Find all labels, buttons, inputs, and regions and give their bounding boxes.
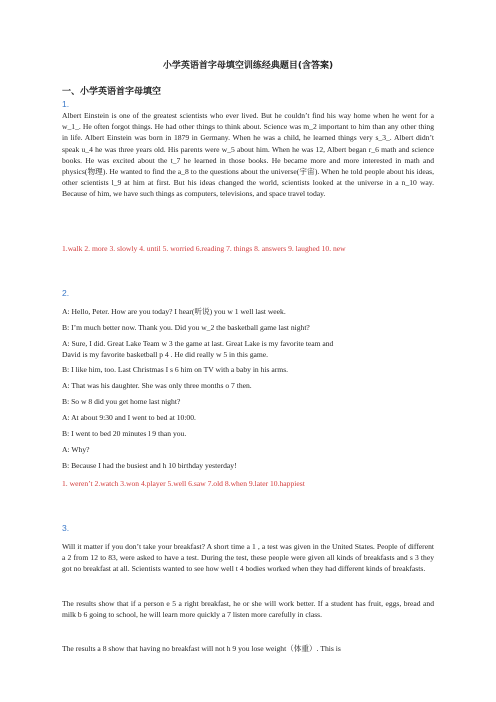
page-title: 小学英语首字母填空训练经典题目(含答案) <box>162 61 334 71</box>
question-1-answer: 1.walk 2. more 3. slowly 4. until 5. worried 6.reading 7. things 8. answers 9. laughed 10. new <box>62 244 346 253</box>
question-2-answer: 1. weren’t 2.watch 3.won 4.player 5.well 6.saw 7.old 8.when 9.later 10.happiest <box>62 479 305 488</box>
question-3-passage-3: The results a 8 show that having no breakfast will not h 9 you lose weight（体重）. This is <box>62 644 341 653</box>
question-3-passage: Will it matter if you don’t take your breakfast? A short time a 1 , a test was given in the United States. People of different a 2 from 12 to 83, were asked to have a test. During the test, these people were given all kinds of breakfasts and s 3 they got no breakfast at all. Scientists wanted to see how well t 4 bodies worked when they had different kinds of breakfasts. <box>62 542 434 574</box>
dialogue-line: A: That was his daughter. She was only three months o 7 then. <box>62 381 252 390</box>
question-1-number: 1. <box>62 99 70 109</box>
question-1-passage: Albert Einstein is one of the greatest scientists who ever lived. But he couldn’t find his way home when he went for a w_1_. He often forgot things. He had other things to think about. Science was m_2 important to him than any other thing in life. Albert Einstein was born in 1879 in Germany. When he was a child, he learned things very s_3_. Albert didn’t speak u_4 he was three years old. His parents were w_5 about him. When he was 12, Albert began r_6 math and science books. He was excited about the t_7 he learned in those books. He became more and more interested in math and physics(物理). He wanted to find the a_8 to the questions about the universe(宇宙). When he told people about his ideas, other scientists l_9 at him at first. But his ideas changed the world, scientists looked at the universe in a n_10 way. Because of him, we have such things as computers, televisions, and space travel today. <box>62 111 434 199</box>
dialogue-line: B: I’m much better now. Thank you. Did you w_2 the basketball game last night? <box>62 323 310 332</box>
dialogue-line: A: At about 9:30 and I went to bed at 10:00. <box>62 413 196 422</box>
dialogue-line: B: Because I had the busiest and h 10 birthday yesterday! <box>62 461 237 470</box>
dialogue-line: B: So w 8 did you get home last night? <box>62 397 181 406</box>
dialogue-line: A: Sure, I did. Great Lake Team w 3 the game at last. Great Lake is my favorite team and <box>62 339 334 348</box>
section-heading: 一、小学英语首字母填空 <box>62 87 162 97</box>
dialogue-line: David is my favorite basketball p 4 . He did really w 5 in this game. <box>62 350 269 359</box>
question-3-number: 3. <box>62 523 70 533</box>
dialogue-line: B: I went to bed 20 minutes l 9 than you. <box>62 429 187 438</box>
dialogue-line: A: Hello, Peter. How are you today? I hear(听说) you w 1 well last week. <box>62 307 286 316</box>
dialogue-line: B: I like him, too. Last Christmas I s 6 him on TV with a baby in his arms. <box>62 365 289 374</box>
question-3-passage-2: The results show that if a person e 5 a right breakfast, he or she will work better. If a student has fruit, eggs, bread and milk b 6 going to school, he will learn more quickly a 7 listen more carefully in class. <box>62 599 434 620</box>
dialogue-line: A: Why? <box>62 445 90 454</box>
question-2-number: 2. <box>62 288 70 298</box>
